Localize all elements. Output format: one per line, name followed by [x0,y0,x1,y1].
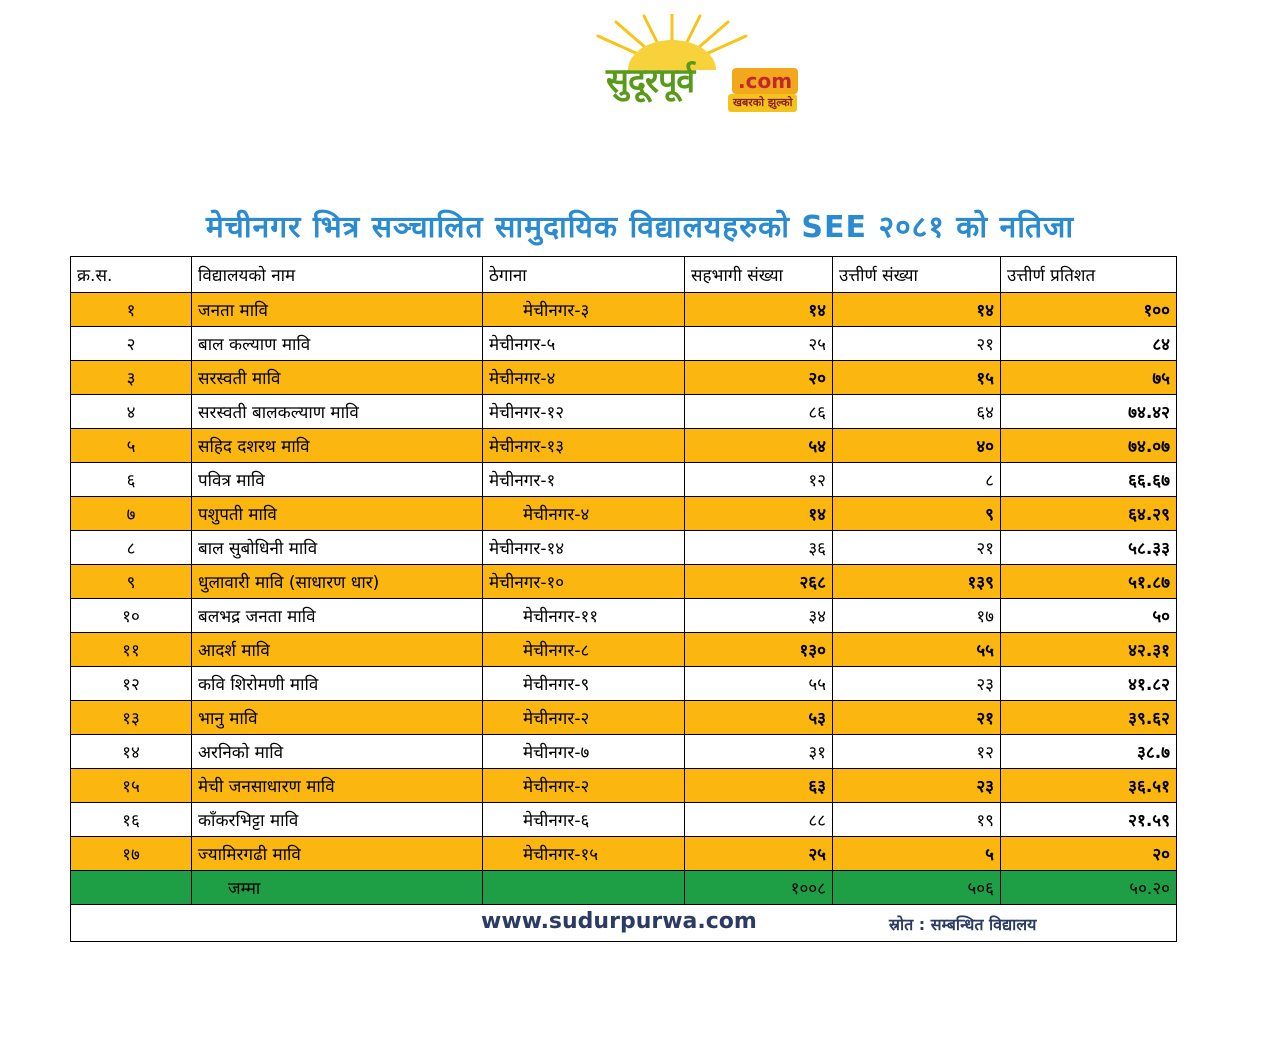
row-percent: ४१.८२ [1001,667,1177,701]
row-school-name: कवि शिरोमणी मावि [192,667,483,701]
row-passed: ८ [833,463,1001,497]
total-label: जम्मा [192,871,483,905]
row-participants: ८६ [685,395,833,429]
row-percent: ७४.०७ [1001,429,1177,463]
table-row [71,633,1177,667]
row-sn: ३ [71,361,192,395]
row-percent: ६४.२९ [1001,497,1177,531]
row-participants: २५ [685,327,833,361]
row-school-name: बाल कल्याण मावि [192,327,483,361]
source-note: स्रोत : सम्बन्धित विद्यालय [889,915,1037,934]
row-address: मेचीनगर-६ [483,803,685,837]
total-percent: ५०.२० [1001,871,1177,905]
row-sn: ८ [71,531,192,565]
row-participants: १२ [685,463,833,497]
row-passed: १९ [833,803,1001,837]
header-school-name: विद्यालयको नाम [192,257,483,293]
row-school-name: पवित्र मावि [192,463,483,497]
row-participants: ३६ [685,531,833,565]
total-passed: ५०६ [833,871,1001,905]
row-passed: ९ [833,497,1001,531]
row-address: मेचीनगर-१४ [483,531,685,565]
table-row [71,361,1177,395]
row-percent: ५१.८७ [1001,565,1177,599]
row-sn: २ [71,327,192,361]
row-address: मेचीनगर-११ [483,599,685,633]
total-sn-cell [71,871,192,905]
table-row [71,565,1177,599]
table-row [71,803,1177,837]
row-percent: ३६.५१ [1001,769,1177,803]
table-row [71,395,1177,429]
row-sn: ९ [71,565,192,599]
row-address: मेचीनगर-८ [483,633,685,667]
header-participants: सहभागी संख्या [685,257,833,293]
row-school-name: जनता मावि [192,293,483,327]
table-row [71,463,1177,497]
row-sn: ५ [71,429,192,463]
row-school-name: पशुपती मावि [192,497,483,531]
row-passed: ५ [833,837,1001,871]
row-percent: ७४.४२ [1001,395,1177,429]
row-address: मेचीनगर-९ [483,667,685,701]
row-school-name: काँकरभिट्टा मावि [192,803,483,837]
table-row [71,837,1177,871]
row-school-name: अरनिको मावि [192,735,483,769]
row-participants: ३४ [685,599,833,633]
footer-row [71,905,1177,942]
row-participants: ६३ [685,769,833,803]
row-percent: १०० [1001,293,1177,327]
row-sn: १ [71,293,192,327]
row-address: मेचीनगर-१ [483,463,685,497]
table-row [71,769,1177,803]
table-row [71,293,1177,327]
row-sn: १५ [71,769,192,803]
row-address: मेचीनगर-१५ [483,837,685,871]
row-address: मेचीनगर-४ [483,497,685,531]
row-participants: २५ [685,837,833,871]
row-school-name: बलभद्र जनता मावि [192,599,483,633]
row-passed: १७ [833,599,1001,633]
row-percent: ४२.३१ [1001,633,1177,667]
row-school-name: मेची जनसाधारण मावि [192,769,483,803]
row-school-name: सहिद दशरथ मावि [192,429,483,463]
row-school-name: भानु मावि [192,701,483,735]
row-percent: २० [1001,837,1177,871]
table-row [71,599,1177,633]
logo-name: सुदूरपूर्व [606,61,695,101]
row-passed: ४० [833,429,1001,463]
table-row [71,327,1177,361]
row-participants: २० [685,361,833,395]
row-percent: ३८.७ [1001,735,1177,769]
row-sn: १२ [71,667,192,701]
page-title: मेचीनगर भित्र सञ्चालित सामुदायिक विद्यालयहरुको SEE २०८१ को नतिजा [205,210,1075,245]
row-percent: ५८.३३ [1001,531,1177,565]
header-sn: क्र.स. [71,257,192,293]
row-participants: ५५ [685,667,833,701]
row-school-name: आदर्श मावि [192,633,483,667]
row-passed: २१ [833,327,1001,361]
total-participants: १००८ [685,871,833,905]
row-participants: ३१ [685,735,833,769]
row-participants: १४ [685,293,833,327]
row-percent: ८४ [1001,327,1177,361]
row-participants: ८८ [685,803,833,837]
row-passed: १२ [833,735,1001,769]
row-passed: २३ [833,769,1001,803]
row-passed: ५५ [833,633,1001,667]
row-address: मेचीनगर-२ [483,769,685,803]
row-address: मेचीनगर-२ [483,701,685,735]
header-passed: उत्तीर्ण संख्या [833,257,1001,293]
footer-cell [71,905,1177,942]
row-percent: २१.५९ [1001,803,1177,837]
row-sn: १३ [71,701,192,735]
table-header-row [71,257,1177,293]
total-address-cell [483,871,685,905]
logo-domain: .com [732,68,798,94]
logo-tagline: खबरको झुल्को [728,94,797,112]
row-sn: १४ [71,735,192,769]
total-row [71,871,1177,905]
row-sn: १६ [71,803,192,837]
row-school-name: सरस्वती बालकल्याण मावि [192,395,483,429]
row-passed: ६४ [833,395,1001,429]
row-sn: ७ [71,497,192,531]
table-row [71,497,1177,531]
row-sn: १० [71,599,192,633]
row-participants: ५४ [685,429,833,463]
row-percent: ५० [1001,599,1177,633]
row-participants: १३० [685,633,833,667]
row-address: मेचीनगर-१३ [483,429,685,463]
row-passed: १४ [833,293,1001,327]
row-address: मेचीनगर-१२ [483,395,685,429]
row-participants: १४ [685,497,833,531]
row-school-name: सरस्वती मावि [192,361,483,395]
row-sn: ४ [71,395,192,429]
row-passed: १५ [833,361,1001,395]
row-participants: २६८ [685,565,833,599]
row-passed: १३९ [833,565,1001,599]
row-address: मेचीनगर-५ [483,327,685,361]
header-address: ठेगाना [483,257,685,293]
row-sn: ११ [71,633,192,667]
row-sn: ६ [71,463,192,497]
row-school-name: धुलावारी मावि (साधारण धार) [192,565,483,599]
row-passed: २१ [833,701,1001,735]
row-school-name: ज्यामिरगढी मावि [192,837,483,871]
row-address: मेचीनगर-४ [483,361,685,395]
row-address: मेचीनगर-१० [483,565,685,599]
table-row [71,735,1177,769]
row-sn: १७ [71,837,192,871]
row-address: मेचीनगर-७ [483,735,685,769]
site-logo [578,14,818,114]
row-percent: ६६.६७ [1001,463,1177,497]
row-percent: ३९.६२ [1001,701,1177,735]
row-school-name: बाल सुबोधिनी मावि [192,531,483,565]
table-row [71,429,1177,463]
results-table [70,256,1177,942]
header-percent: उत्तीर्ण प्रतिशत [1001,257,1177,293]
table-row [71,531,1177,565]
row-percent: ७५ [1001,361,1177,395]
row-address: मेचीनगर-३ [483,293,685,327]
table-row [71,667,1177,701]
row-participants: ५३ [685,701,833,735]
table-row [71,701,1177,735]
website-link[interactable]: www.sudurpurwa.com [481,909,757,934]
row-passed: २१ [833,531,1001,565]
row-passed: २३ [833,667,1001,701]
